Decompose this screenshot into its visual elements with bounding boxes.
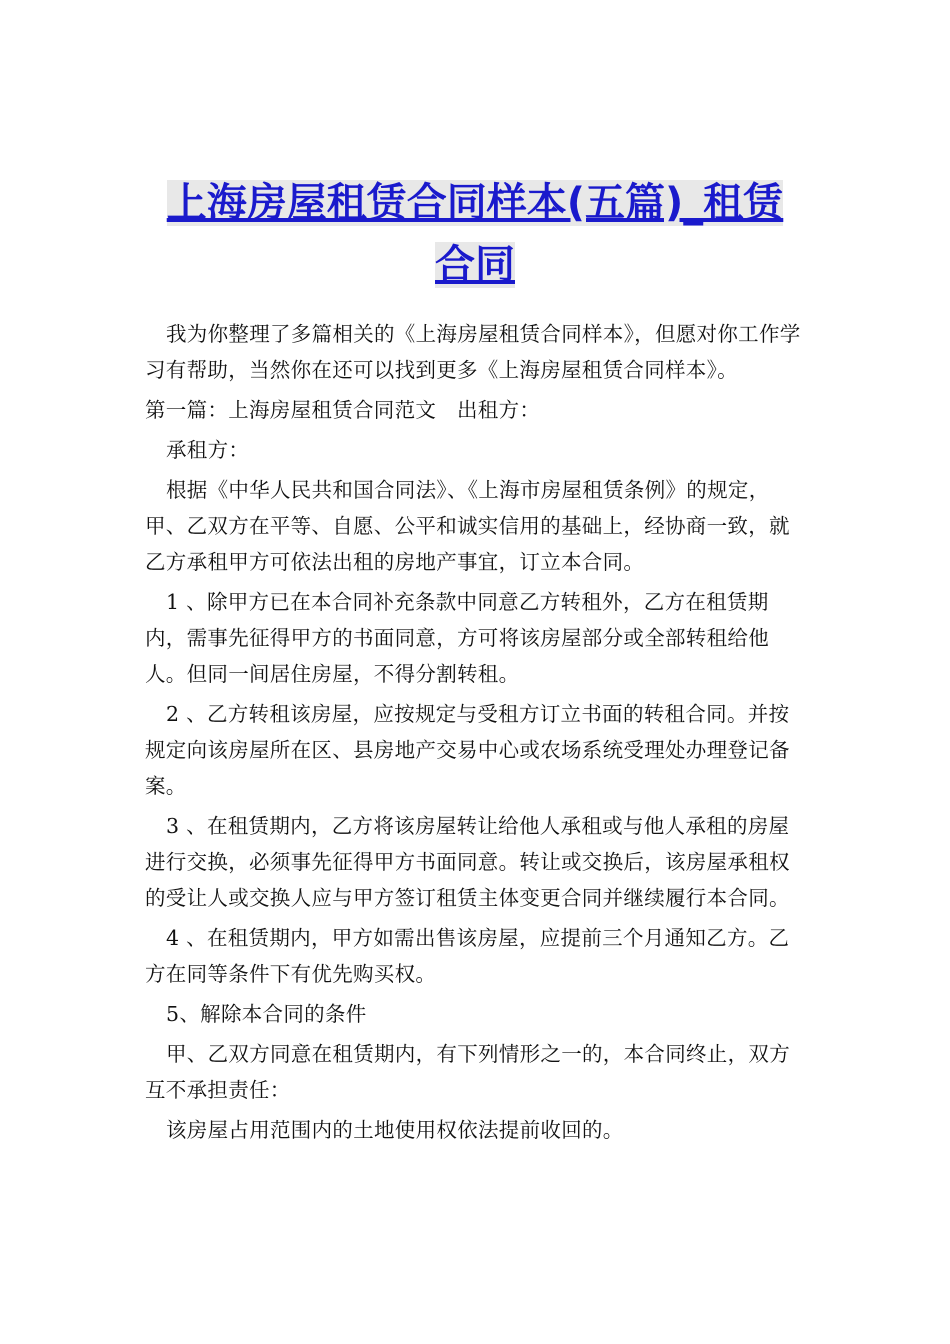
preamble-paragraph: 根据《中华人民共和国合同法》、《上海市房屋租赁条例》的规定，甲、乙双方在平等、自愿、公平和诚实信用的基础上，经协商一致，就乙方承租甲方可依法出租的房地产事宜，订立本合同。 bbox=[145, 478, 790, 574]
lessee-line: 承租方： bbox=[166, 438, 250, 462]
clause-5-heading: 5、解除本合同的条件 bbox=[166, 1002, 367, 1026]
clause-2: 2 、乙方转租该房屋，应按规定与受租方订立书面的转租合同。并按规定向该房屋所在区、县房地产交易中心或农场系统受理处办理登记备案。 bbox=[145, 702, 790, 798]
clause-4: 4 、在租赁期内，甲方如需出售该房屋，应提前三个月通知乙方。乙方在同等条件下有优先购买权。 bbox=[145, 926, 790, 986]
document-body bbox=[145, 316, 805, 1152]
intro-paragraph: 我为你整理了多篇相关的《上海房屋租赁合同样本》，但愿对你工作学习有帮助，当然你在还可以找到更多《上海房屋租赁合同样本》。 bbox=[145, 322, 801, 382]
section-heading: 第一篇：上海房屋租赁合同范文 出租方： bbox=[145, 398, 541, 422]
termination-item: 该房屋占用范围内的土地使用权依法提前收回的。 bbox=[166, 1118, 624, 1142]
title-text: 上海房屋租赁合同样本(五篇)_租赁合同 bbox=[166, 180, 784, 288]
document-title bbox=[150, 172, 800, 296]
clause-1: 1 、除甲方已在本合同补充条款中同意乙方转租外，乙方在租赁期内，需事先征得甲方的书面同意，方可将该房屋部分或全部转租给他人。但同一间居住房屋，不得分割转租。 bbox=[145, 590, 769, 686]
termination-paragraph: 甲、乙双方同意在租赁期内，有下列情形之一的，本合同终止，双方互不承担责任： bbox=[145, 1042, 790, 1102]
clause-3: 3 、在租赁期内，乙方将该房屋转让给他人承租或与他人承租的房屋进行交换，必须事先征得甲方书面同意。转让或交换后，该房屋承租权的受让人或交换人应与甲方签订租赁主体变更合同并继续履行本合同。 bbox=[145, 814, 790, 910]
